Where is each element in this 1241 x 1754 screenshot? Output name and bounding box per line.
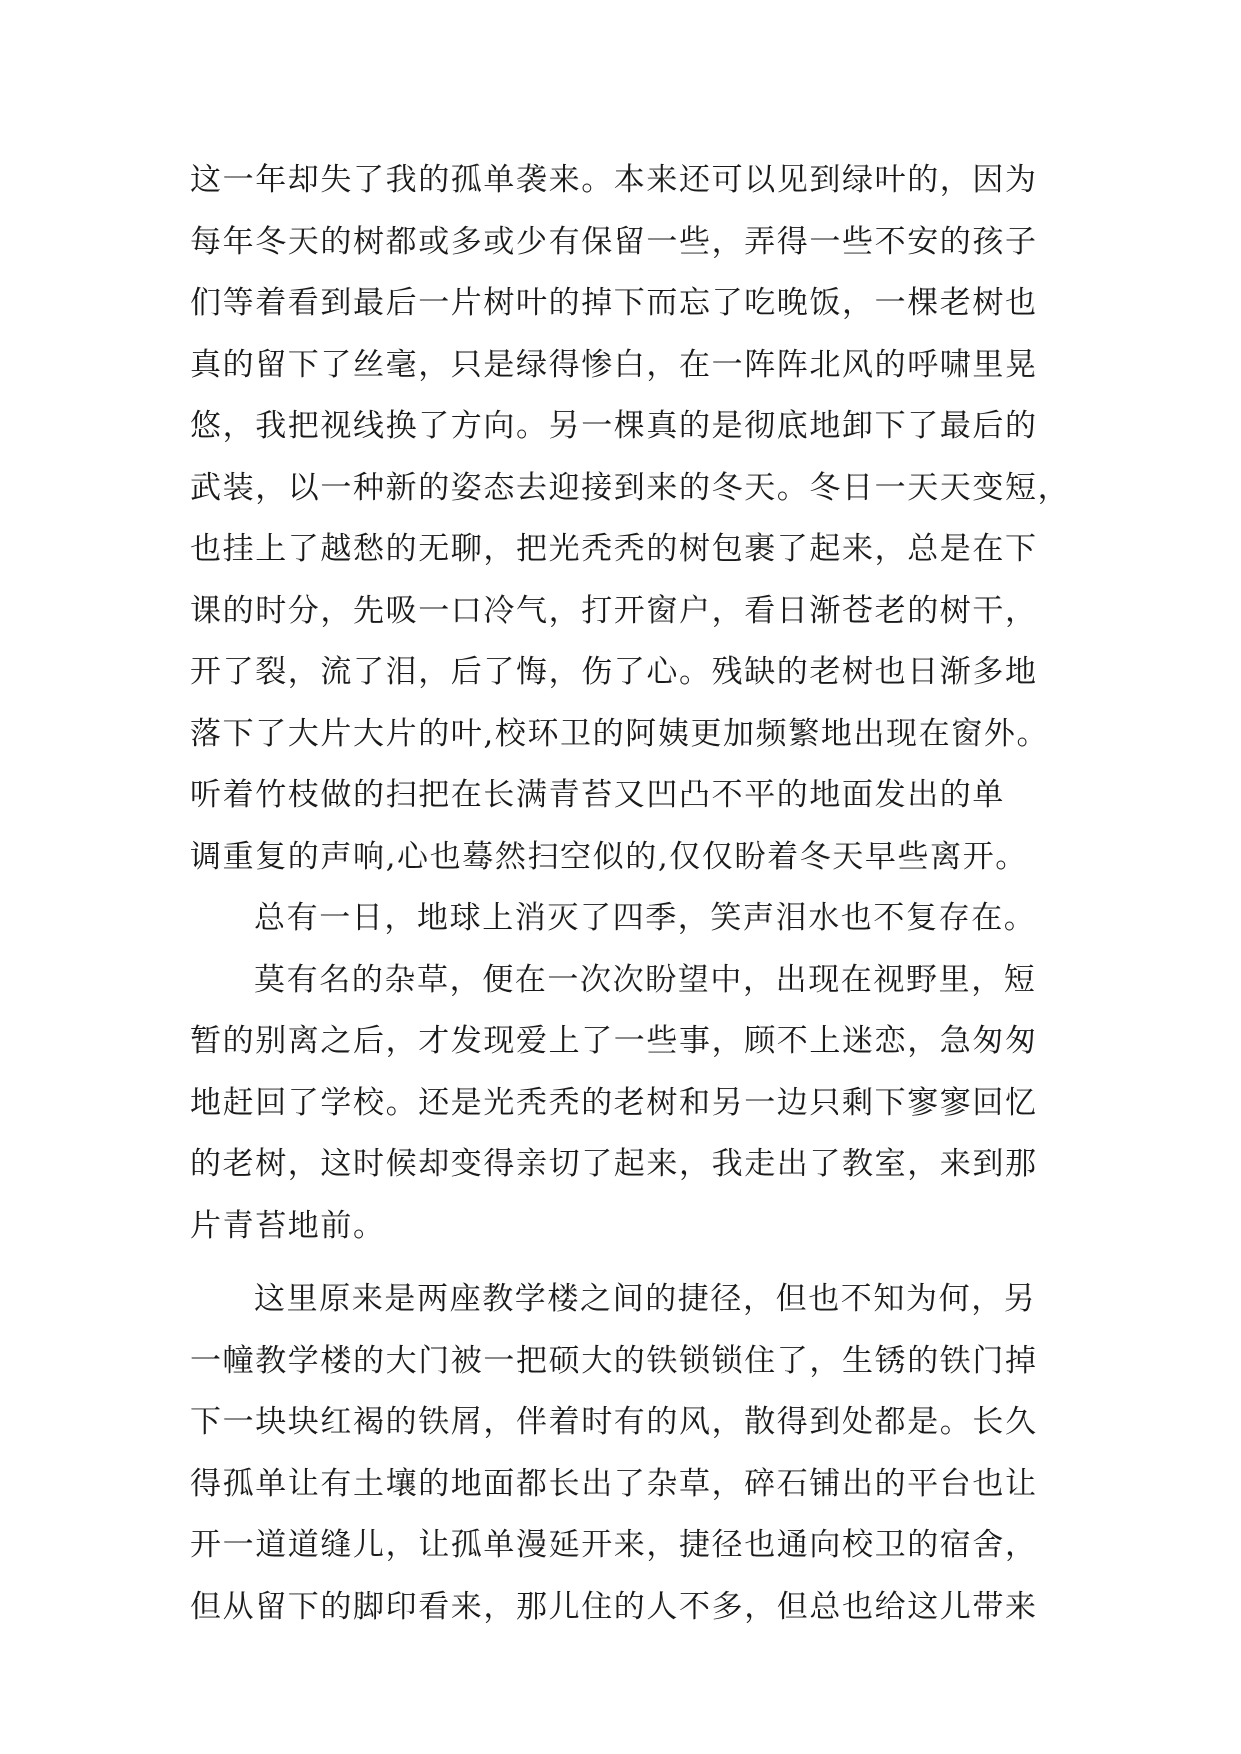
text-line: 莫有名的杂草，便在一次次盼望中，出现在视野里，短 [254, 961, 1037, 998]
text-line: 总有一日，地球上消灭了四季，笑声泪水也不复存在。 [254, 900, 1037, 936]
text-line: 片青苔地前。 [190, 1207, 386, 1244]
text-line: 每年冬天的树都或多或少有保留一些，弄得一些不安的孩子 [190, 223, 1038, 260]
article-body [190, 150, 1070, 1638]
paragraph [190, 950, 1070, 1258]
text-line: 这里原来是两座教学楼之间的捷径，但也不知为何，另 [254, 1281, 1037, 1317]
text-line: 课的时分，先吸一口冷气，打开窗户，看日渐苍老的树干， [190, 592, 1038, 629]
text-line: 开一道道缝儿，让孤单漫延开来，捷径也通向校卫的宿舍， [190, 1527, 1038, 1563]
text-line: 这一年却失了我的孤单袭来。本来还可以见到绿叶的，因为 [190, 162, 1038, 198]
paragraph [190, 888, 1070, 950]
text-line: 落下了大片大片的叶,校环卫的阿姨更加频繁地出现在窗外。 [190, 715, 1050, 752]
text-line: 暂的别离之后，才发现爱上了一些事，顾不上迷恋，急匆匆 [190, 1023, 1038, 1059]
paragraph [190, 1269, 1070, 1638]
text-line: 开了裂，流了泪，后了悔，伤了心。残缺的老树也日渐多地 [190, 654, 1038, 690]
paragraph [190, 150, 1070, 888]
text-line: 但从留下的脚印看来，那儿住的人不多，但总也给这儿带来 [190, 1588, 1038, 1625]
text-line: 真的留下了丝毫，只是绿得惨白，在一阵阵北风的呼啸里晃 [190, 346, 1038, 383]
text-line: 的老树，这时候却变得亲切了起来，我走出了教室，来到那 [190, 1146, 1038, 1182]
text-line: 一幢教学楼的大门被一把硕大的铁锁锁住了，生锈的铁门掉 [190, 1342, 1038, 1379]
text-line: 们等着看到最后一片树叶的掉下而忘了吃晚饭，一棵老树也 [190, 285, 1038, 321]
text-line: 悠，我把视线换了方向。另一棵真的是彻底地卸下了最后的 [190, 408, 1038, 444]
paragraph-spacer [190, 1257, 1070, 1269]
text-line: 地赶回了学校。还是光秃秃的老树和另一边只剩下寥寥回忆 [190, 1084, 1038, 1121]
text-line: 武装，以一种新的姿态去迎接到来的冬天。冬日一天天变短， [190, 469, 1071, 506]
text-line: 得孤单让有土壤的地面都长出了杂草，碎石铺出的平台也让 [190, 1465, 1038, 1502]
text-line: 调重复的声响,心也蓦然扫空似的,仅仅盼着冬天早些离开。 [190, 838, 1028, 875]
text-line: 也挂上了越愁的无聊，把光秃秃的树包裹了起来，总是在下 [190, 531, 1038, 567]
text-line: 听着竹枝做的扫把在长满青苔又凹凸不平的地面发出的单 [190, 777, 1005, 813]
text-line: 下一块块红褐的铁屑，伴着时有的风，散得到处都是。长久 [190, 1404, 1038, 1440]
